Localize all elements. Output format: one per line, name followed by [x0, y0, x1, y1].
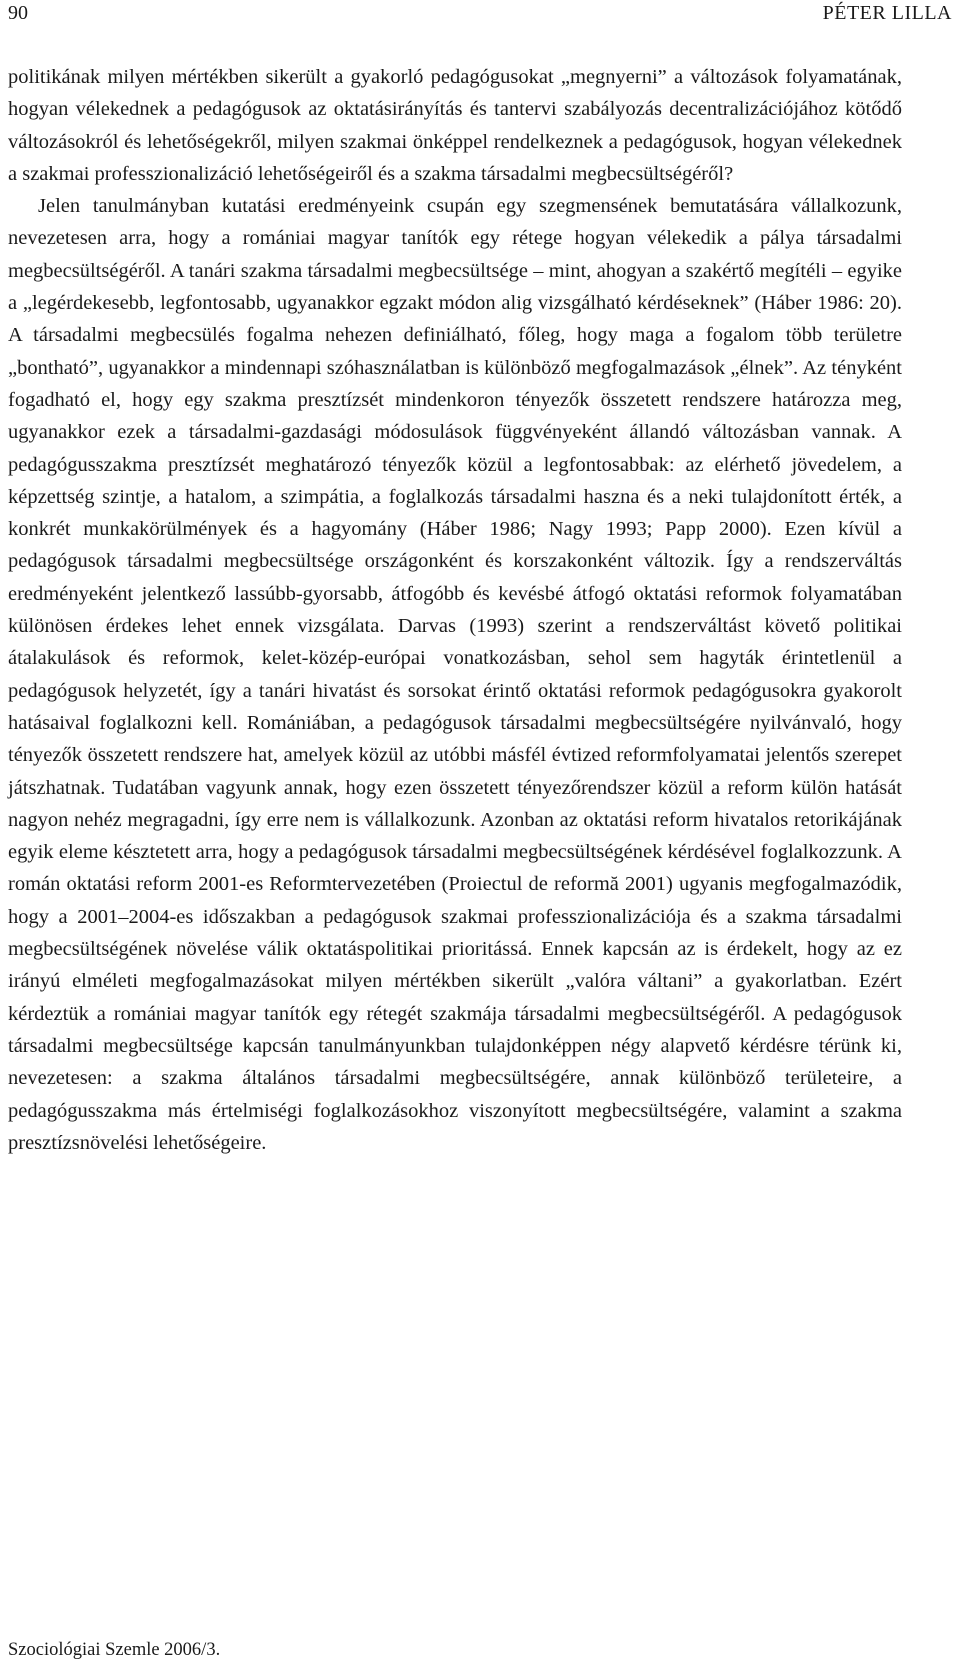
page-number: 90 — [8, 2, 28, 24]
paragraph-continuation: politikának milyen mértékben sikerült a gyakorló pedagógusokat „megnyerni” a változások folyamatának, hogyan vélekednek a pedagógusok az oktatásirányítás és tantervi szabályozás decentralizációjához kötődő változásokról és lehetőségekről, milyen szakmai önképpel rendelkeznek a pedagógusok, hogyan vélekednek a szakmai professzionalizáció lehetőségeiről és a szakma társadalmi megbecsültségéről? — [8, 66, 902, 185]
footer-journal: Szociológiai Szemle 2006/3. — [8, 1640, 221, 1660]
running-head: PÉTER LILLA — [822, 2, 952, 24]
body-text — [8, 61, 902, 1159]
paragraph: Jelen tanulmányban kutatási eredményeink csupán egy szegmensének bemutatására vállalkozunk, nevezetesen arra, hogy a romániai magyar tanítók egy rétege hogyan vélekedik a pálya társadalmi megbecsültségéről. A tanári szakma társadalmi megbecsültsége – mint, ahogyan a szakértő megítéli – egyike a „legérdekesebb, legfontosabb, ugyanakkor egzakt módon alig vizsgálható kérdéseknek” (Háber 1986: 20). A társadalmi megbecsülés fogalma nehezen definiálható, főleg, hogy maga a fogalom több területre „bontható”, ugyanakkor a mindennapi szóhasználatban is különböző megfogalmazások „élnek”. Az tényként fogadható el, hogy egy szakma presztízsét mindenkoron tényezők összetett rendszere határozza meg, ugyanakkor ezek a társadalmi-gazdasági módosulások függvényeként állandó változásban vannak. A pedagógusszakma presztízsét meghatározó tényezők közül a legfontosabbak: az elérhető jövedelem, a képzettség szintje, a hatalom, a szimpátia, a foglalkozás társadalmi haszna és a neki tulajdonított érték, a konkrét munkakörülmények és a hagyomány (Háber 1986; Nagy 1993; Papp 2000). Ezen kívül a pedagógusok társadalmi megbecsültsége országonként és korszakonként változik. Így a rendszerváltás eredményeként jelentkező lassúbb-gyorsabb, átfogóbb és kevésbé átfogó oktatási reformok folyamatában különösen érdekes lehet ennek vizsgálata. Darvas (1993) szerint a rendszerváltást követő politikai átalakulások és reformok, kelet-közép-európai vonatkozásban, sehol sem hagyták érintetlenül a pedagógusok helyzetét, így a tanári hivatást és sorsokat érintő oktatási reformok pedagógusokra gyakorolt hatásaival foglalkozni kell. Romániában, a pedagógusok társadalmi megbecsültségére nyilvánvaló, hogy tényezők összetett rendszere hat, amelyek közül az utóbbi másfél évtized reformfolyamatai jelentős szerepet játszhatnak. Tudatában vagyunk annak, hogy ezen összetett tényezőrendszer közül a reform külön hatását nagyon nehéz megragadni, így erre nem is vállalkozunk. Azonban az oktatási reform hivatalos retorikájának egyik eleme késztetett arra, hogy a pedagógusok társadalmi megbecsültségének kérdésével foglalkozzunk. A román oktatási reform 2001-es Reformtervezetében (Proiectul de reformă 2001) ugyanis megfogalmazódik, hogy a 2001–2004-es időszakban a pedagógusok szakmai professzionalizációja és a szakma társadalmi megbecsültségének növelése válik oktatáspolitikai prioritássá. Ennek kapcsán az is érdekelt, hogy az ez irányú elméleti megfogalmazásokat milyen mértékben sikerült „valóra váltani” a gyakorlatban. Ezért kérdeztük a romániai magyar tanítók egy rétegét szakmája társadalmi megbecsültségéről. A pedagógusok társadalmi megbecsültsége kapcsán tanulmányunkban tulajdonképpen négy alapvető kérdésre térünk ki, nevezetesen: a szakma általános társadalmi megbecsültségére, annak különböző területeire, a pedagógusszakma más értelmiségi foglalkozásokhoz viszonyított megbecsültségére, valamint a szakma presztízsnövelési lehetőségeire. — [8, 195, 902, 1154]
